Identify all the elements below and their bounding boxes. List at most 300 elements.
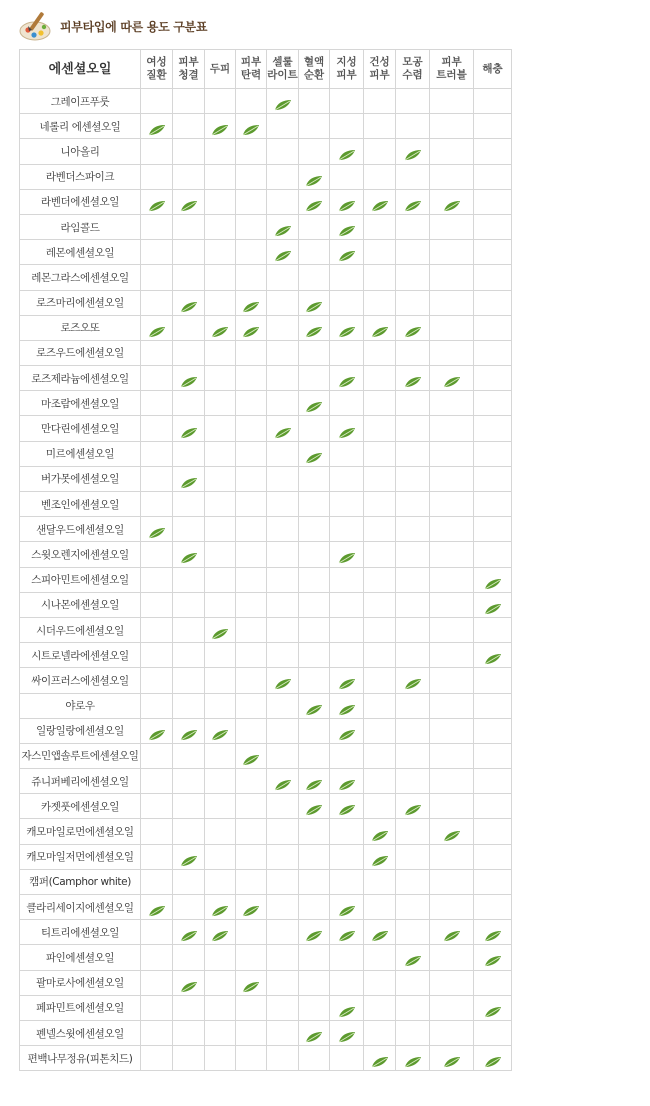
mark-cell [205, 995, 236, 1020]
table-row [20, 617, 512, 642]
mark-cell [205, 643, 236, 668]
mark-cell [267, 441, 299, 466]
table-row [20, 693, 512, 718]
mark-cell [330, 366, 364, 391]
mark-cell [330, 517, 364, 542]
leaf-icon [148, 121, 166, 133]
mark-cell [474, 441, 512, 466]
mark-cell [267, 920, 299, 945]
leaf-icon [443, 197, 461, 209]
mark-cell [236, 844, 267, 869]
leaf-icon [274, 96, 292, 108]
mark-cell [396, 693, 430, 718]
mark-cell [236, 995, 267, 1020]
table-row [20, 844, 512, 869]
mark-cell [141, 89, 173, 114]
mark-cell [267, 743, 299, 768]
mark-cell [396, 265, 430, 290]
mark-cell [364, 617, 396, 642]
leaf-icon [242, 978, 260, 990]
leaf-icon [338, 927, 356, 939]
mark-cell [396, 416, 430, 441]
mark-cell [236, 89, 267, 114]
mark-cell [205, 391, 236, 416]
mark-cell [236, 466, 267, 491]
mark-cell [173, 441, 205, 466]
mark-cell [267, 970, 299, 995]
column-header-line2: 피부 [336, 69, 357, 81]
mark-cell [299, 1020, 330, 1045]
mark-cell [330, 542, 364, 567]
mark-cell [299, 794, 330, 819]
mark-cell [330, 970, 364, 995]
mark-cell [236, 920, 267, 945]
mark-cell [474, 416, 512, 441]
table-row [20, 1020, 512, 1045]
mark-cell [330, 794, 364, 819]
oil-name-cell: 라벤더에센셜오일 [20, 189, 141, 214]
mark-cell [141, 693, 173, 718]
mark-cell [173, 391, 205, 416]
mark-cell [267, 164, 299, 189]
mark-cell [474, 668, 512, 693]
mark-cell [330, 869, 364, 894]
mark-cell [430, 668, 474, 693]
mark-cell [173, 315, 205, 340]
mark-cell [299, 164, 330, 189]
leaf-icon [484, 927, 502, 939]
table-row [20, 794, 512, 819]
palette-brush-icon [18, 8, 58, 44]
column-header-line1: 피부 [441, 56, 462, 68]
mark-cell [396, 769, 430, 794]
mark-cell [205, 340, 236, 365]
mark-cell [364, 995, 396, 1020]
leaf-icon [180, 373, 198, 385]
mark-cell [267, 769, 299, 794]
column-header-6 [330, 50, 364, 89]
oil-name-cell: 자스민앱솔루트에센셜오일 [20, 743, 141, 768]
mark-cell [205, 542, 236, 567]
mark-cell [430, 945, 474, 970]
leaf-icon [274, 247, 292, 259]
mark-cell [364, 416, 396, 441]
mark-cell [299, 391, 330, 416]
mark-cell [299, 542, 330, 567]
leaf-icon [404, 197, 422, 209]
mark-cell [430, 416, 474, 441]
mark-cell [299, 466, 330, 491]
leaf-icon [338, 146, 356, 158]
mark-cell [396, 668, 430, 693]
mark-cell [267, 391, 299, 416]
mark-cell [267, 89, 299, 114]
column-header-1 [173, 50, 205, 89]
mark-cell [141, 139, 173, 164]
column-header-line1: 셀룰 [272, 56, 293, 68]
oil-name-cell: 펜넬스윗에센셜오일 [20, 1020, 141, 1045]
mark-cell [236, 794, 267, 819]
leaf-icon [242, 902, 260, 914]
leaf-icon [211, 902, 229, 914]
mark-cell [396, 164, 430, 189]
mark-cell [396, 1046, 430, 1071]
mark-cell [267, 819, 299, 844]
table-row [20, 416, 512, 441]
mark-cell [430, 920, 474, 945]
mark-cell [364, 189, 396, 214]
mark-cell [396, 869, 430, 894]
mark-cell [205, 895, 236, 920]
mark-cell [205, 617, 236, 642]
mark-cell [299, 668, 330, 693]
mark-cell [364, 290, 396, 315]
mark-cell [330, 718, 364, 743]
mark-cell [141, 240, 173, 265]
leaf-icon [484, 650, 502, 662]
mark-cell [173, 743, 205, 768]
mark-cell [141, 340, 173, 365]
table-row [20, 164, 512, 189]
mark-cell [396, 718, 430, 743]
table-row [20, 240, 512, 265]
table-row [20, 895, 512, 920]
mark-cell [430, 340, 474, 365]
mark-cell [173, 920, 205, 945]
mark-cell [474, 214, 512, 239]
oil-name-cell: 벤조인에센셜오일 [20, 492, 141, 517]
table-row [20, 592, 512, 617]
leaf-icon [180, 197, 198, 209]
leaf-icon [148, 524, 166, 536]
mark-cell [396, 441, 430, 466]
oil-name-cell: 일랑일랑에센셜오일 [20, 718, 141, 743]
mark-cell [330, 139, 364, 164]
table-row [20, 492, 512, 517]
column-header-line2: 트러블 [436, 69, 467, 81]
mark-cell [299, 844, 330, 869]
column-header-line1: 지성 [336, 56, 357, 68]
mark-cell [205, 592, 236, 617]
mark-cell [141, 214, 173, 239]
oil-name-cell: 스피아민트에센셜오일 [20, 567, 141, 592]
table-row [20, 366, 512, 391]
leaf-icon [180, 424, 198, 436]
mark-cell [474, 340, 512, 365]
oil-name-cell: 로즈마리에센셜오일 [20, 290, 141, 315]
mark-cell [141, 718, 173, 743]
mark-cell [330, 214, 364, 239]
leaf-icon [338, 801, 356, 813]
mark-cell [267, 592, 299, 617]
mark-cell [396, 114, 430, 139]
mark-cell [430, 995, 474, 1020]
mark-cell [430, 617, 474, 642]
oil-name-cell: 카젯풋에센셜오일 [20, 794, 141, 819]
column-header-7 [364, 50, 396, 89]
table-row [20, 718, 512, 743]
mark-cell [430, 643, 474, 668]
mark-cell [236, 164, 267, 189]
mark-cell [364, 869, 396, 894]
leaf-icon [371, 852, 389, 864]
mark-cell [141, 995, 173, 1020]
mark-cell [173, 769, 205, 794]
leaf-icon [404, 146, 422, 158]
mark-cell [267, 492, 299, 517]
mark-cell [364, 139, 396, 164]
mark-cell [236, 214, 267, 239]
mark-cell [236, 265, 267, 290]
mark-cell [364, 340, 396, 365]
mark-cell [364, 844, 396, 869]
mark-cell [205, 265, 236, 290]
mark-cell [173, 240, 205, 265]
mark-cell [173, 794, 205, 819]
mark-cell [430, 290, 474, 315]
mark-cell [430, 114, 474, 139]
mark-cell [330, 1020, 364, 1045]
mark-cell [267, 567, 299, 592]
mark-cell [474, 290, 512, 315]
mark-cell [173, 164, 205, 189]
mark-cell [205, 441, 236, 466]
leaf-icon [338, 424, 356, 436]
mark-cell [299, 340, 330, 365]
mark-cell [236, 114, 267, 139]
mark-cell [141, 970, 173, 995]
mark-cell [205, 214, 236, 239]
mark-cell [330, 643, 364, 668]
mark-cell [141, 592, 173, 617]
column-header-line2: 청결 [178, 69, 199, 81]
leaf-icon [443, 373, 461, 385]
table-row [20, 466, 512, 491]
leaf-icon [338, 222, 356, 234]
mark-cell [205, 189, 236, 214]
mark-cell [474, 542, 512, 567]
mark-cell [299, 592, 330, 617]
mark-cell [141, 844, 173, 869]
mark-cell [141, 743, 173, 768]
mark-cell [330, 340, 364, 365]
mark-cell [430, 189, 474, 214]
mark-cell [396, 567, 430, 592]
mark-cell [364, 214, 396, 239]
mark-cell [364, 164, 396, 189]
mark-cell [430, 567, 474, 592]
mark-cell [396, 945, 430, 970]
leaf-icon [180, 298, 198, 310]
leaf-icon [338, 902, 356, 914]
mark-cell [173, 617, 205, 642]
mark-cell [430, 391, 474, 416]
mark-cell [330, 769, 364, 794]
mark-cell [205, 466, 236, 491]
mark-cell [173, 366, 205, 391]
leaf-icon [484, 952, 502, 964]
column-header-2 [205, 50, 236, 89]
mark-cell [330, 844, 364, 869]
leaf-icon [404, 1053, 422, 1065]
mark-cell [396, 391, 430, 416]
mark-cell [430, 970, 474, 995]
mark-cell [474, 366, 512, 391]
mark-cell [396, 920, 430, 945]
mark-cell [330, 945, 364, 970]
table-row [20, 391, 512, 416]
mark-cell [364, 794, 396, 819]
mark-cell [267, 366, 299, 391]
mark-cell [299, 189, 330, 214]
mark-cell [141, 542, 173, 567]
mark-cell [474, 89, 512, 114]
column-header-line1: 혈액 [303, 56, 325, 68]
mark-cell [205, 769, 236, 794]
mark-cell [364, 819, 396, 844]
mark-cell [205, 819, 236, 844]
mark-cell [299, 240, 330, 265]
mark-cell [474, 139, 512, 164]
column-header-10 [474, 50, 512, 89]
leaf-icon [338, 549, 356, 561]
mark-cell [474, 114, 512, 139]
mark-cell [330, 1046, 364, 1071]
table-row [20, 743, 512, 768]
oil-name-cell: 레몬에센셜오일 [20, 240, 141, 265]
mark-cell [173, 668, 205, 693]
table-row [20, 517, 512, 542]
column-header-line2: 라이트 [267, 69, 298, 81]
mark-cell [330, 895, 364, 920]
mark-cell [236, 869, 267, 894]
mark-cell [330, 240, 364, 265]
mark-cell [364, 769, 396, 794]
mark-cell [474, 995, 512, 1020]
mark-cell [430, 769, 474, 794]
mark-cell [141, 1046, 173, 1071]
mark-cell [236, 441, 267, 466]
mark-cell [141, 290, 173, 315]
mark-cell [474, 970, 512, 995]
mark-cell [364, 542, 396, 567]
leaf-icon [305, 449, 323, 461]
mark-cell [330, 114, 364, 139]
mark-cell [236, 693, 267, 718]
mark-cell [141, 189, 173, 214]
mark-cell [236, 895, 267, 920]
leaf-icon [274, 222, 292, 234]
mark-cell [267, 290, 299, 315]
mark-cell [396, 466, 430, 491]
mark-cell [267, 844, 299, 869]
mark-cell [430, 693, 474, 718]
oil-name-cell: 쥬니퍼베리에센셜오일 [20, 769, 141, 794]
mark-cell [267, 1046, 299, 1071]
mark-cell [364, 315, 396, 340]
mark-cell [396, 844, 430, 869]
column-header-0 [141, 50, 173, 89]
mark-cell [330, 265, 364, 290]
mark-cell [364, 265, 396, 290]
oil-name-cell: 캐모마일로먼에센셜오일 [20, 819, 141, 844]
mark-cell [474, 920, 512, 945]
oil-name-cell: 시트로넬라에센셜오일 [20, 643, 141, 668]
mark-cell [267, 114, 299, 139]
mark-cell [173, 1020, 205, 1045]
mark-cell [474, 189, 512, 214]
mark-cell [396, 542, 430, 567]
leaf-icon [148, 323, 166, 335]
mark-cell [430, 240, 474, 265]
mark-cell [173, 869, 205, 894]
leaf-icon [242, 298, 260, 310]
mark-cell [299, 743, 330, 768]
mark-cell [267, 643, 299, 668]
mark-cell [474, 567, 512, 592]
mark-cell [396, 340, 430, 365]
mark-cell [364, 1046, 396, 1071]
mark-cell [236, 668, 267, 693]
mark-cell [430, 895, 474, 920]
mark-cell [141, 895, 173, 920]
mark-cell [330, 592, 364, 617]
mark-cell [364, 970, 396, 995]
table-row [20, 139, 512, 164]
mark-cell [267, 995, 299, 1020]
mark-cell [141, 945, 173, 970]
mark-cell [330, 164, 364, 189]
mark-cell [267, 542, 299, 567]
table-row [20, 89, 512, 114]
mark-cell [330, 441, 364, 466]
column-header-line1: 모공 [402, 56, 423, 68]
mark-cell [396, 617, 430, 642]
mark-cell [396, 643, 430, 668]
table-row [20, 265, 512, 290]
mark-cell [474, 617, 512, 642]
mark-cell [141, 920, 173, 945]
mark-cell [236, 542, 267, 567]
leaf-icon [338, 726, 356, 738]
mark-cell [173, 844, 205, 869]
mark-cell [396, 1020, 430, 1045]
mark-cell [330, 492, 364, 517]
mark-cell [173, 592, 205, 617]
column-header-line1: 건성 [369, 56, 390, 68]
table-row [20, 567, 512, 592]
mark-cell [236, 315, 267, 340]
leaf-icon [338, 675, 356, 687]
mark-cell [330, 315, 364, 340]
mark-cell [474, 945, 512, 970]
mark-cell [173, 718, 205, 743]
mark-cell [364, 114, 396, 139]
mark-cell [236, 139, 267, 164]
mark-cell [299, 89, 330, 114]
leaf-icon [148, 902, 166, 914]
mark-cell [364, 441, 396, 466]
mark-cell [299, 567, 330, 592]
mark-cell [430, 466, 474, 491]
column-header-line2: 수렴 [402, 69, 423, 81]
mark-cell [205, 794, 236, 819]
mark-cell [430, 441, 474, 466]
mark-cell [141, 366, 173, 391]
leaf-icon [371, 927, 389, 939]
table-row [20, 869, 512, 894]
leaf-icon [371, 1053, 389, 1065]
